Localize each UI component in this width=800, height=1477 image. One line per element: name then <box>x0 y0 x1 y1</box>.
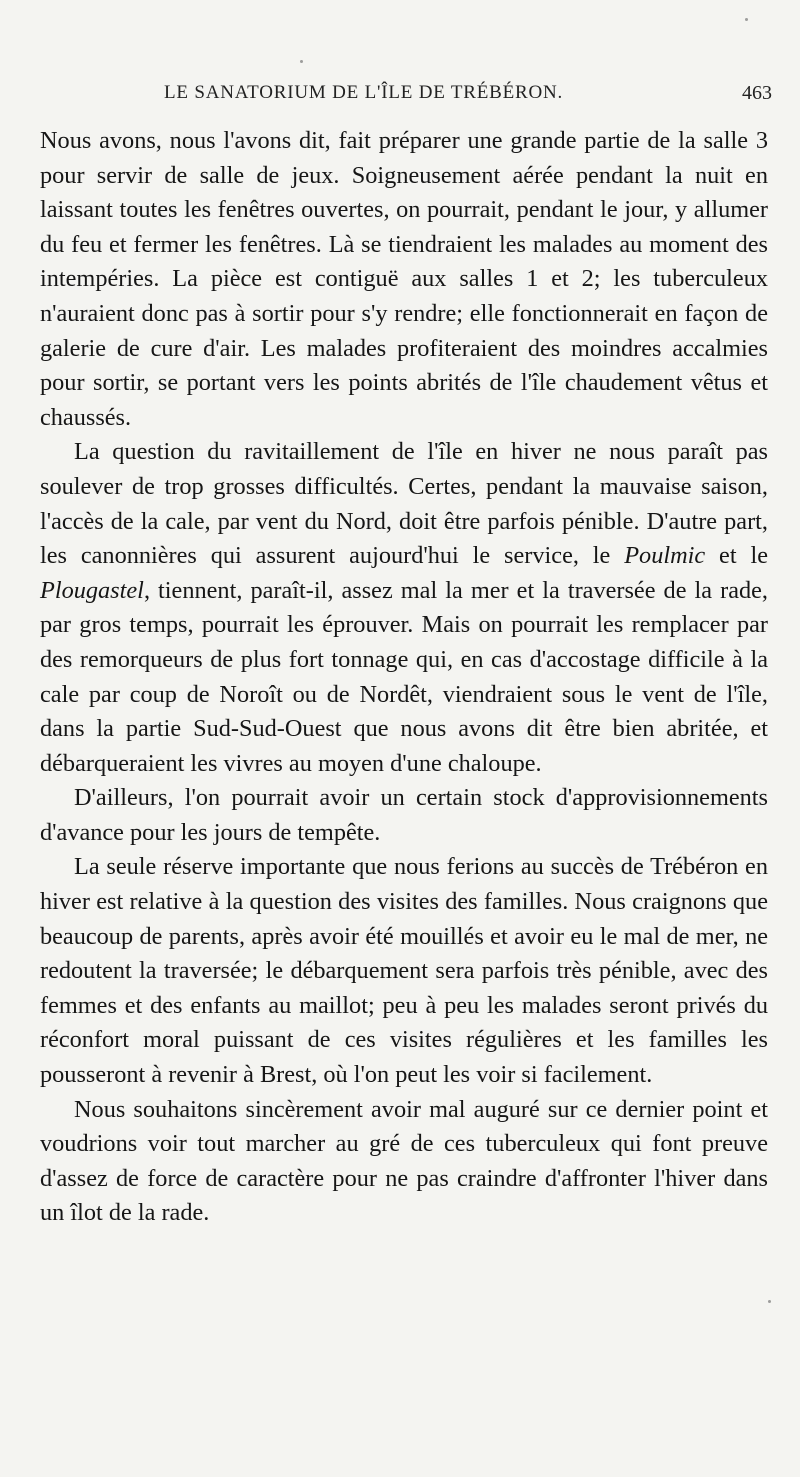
ship-name-poulmic: Poulmic <box>624 542 706 570</box>
print-speck <box>768 1300 771 1303</box>
running-title: LE SANATORIUM DE L'ÎLE DE TRÉBÉRON. <box>164 82 564 103</box>
print-speck <box>745 18 748 21</box>
paragraph-2 <box>40 435 768 781</box>
page-header <box>120 82 772 112</box>
paragraph-2-part-1: La question du ravitaillement de l'île en hiver ne nous paraît pas soulever de trop grosses difficultés. Certes, pendant la mauvaise saison, l'accès de la cale, par vent du Nord, doit être parfois pénible. D'autre part, les canonnières qui assurent aujourd'hui le service, le <box>40 438 768 570</box>
paragraph-2-part-2: et le <box>705 542 768 570</box>
print-speck <box>300 60 303 63</box>
paragraph-4: La seule réserve importante que nous ferions au succès de Trébéron en hiver est relative à la question des visites des familles. Nous craignons que beaucoup de parents, après avoir été mouillés et avoir eu le mal de mer, ne redoutent la traversée; le débarquement sera parfois très pénible, avec des femmes et des enfants au maillot; peu à peu les malades seront privés du réconfort moral puissant de ces visites régulières et les familles les pousseront à revenir à Brest, où l'on peut les voir si facilement. <box>40 853 768 1089</box>
paragraph-1: Nous avons, nous l'avons dit, fait préparer une grande partie de la salle 3 pour servir de salle de jeux. Soigneusement aérée pendant la nuit en laissant toutes les fenêtres ouvertes, on pourrait, pendant le jour, y allumer du feu et fermer les fenêtres. Là se tiendraient les malades au moment des intempéries. La pièce est contiguë aux salles 1 et 2; les tuberculeux n'auraient donc pas à sortir pour s'y rendre; elle fonctionnerait en façon de galerie de cure d'air. Les malades profiteraient des moindres accalmies pour sortir, se portant vers les points abrités de l'île chaudement vêtus et chaussés. <box>40 127 768 431</box>
paragraph-2-part-3: , tiennent, paraît-il, assez mal la mer et la traversée de la rade, par gros temps, pourrait les éprouver. Mais on pourrait les remplacer par des remorqueurs de plus fort tonnage qui, en cas d'accostage difficile à la cale par coup de Noroît ou de Nordêt, viendraient sous le vent de l'île, dans la partie Sud-Sud-Ouest que nous avons dit être bien abritée, et débarqueraient les vivres au moyen d'une chaloupe. <box>40 576 768 777</box>
page-number: 463 <box>742 82 772 104</box>
paragraph-5: Nous souhaitons sincèrement avoir mal auguré sur ce dernier point et voudrions voir tout marcher au gré de ces tuberculeux qui font preuve d'assez de force de caractère pour ne pas craindre d'affronter l'hiver dans un îlot de la rade. <box>40 1095 768 1227</box>
paragraph-3: D'ailleurs, l'on pourrait avoir un certain stock d'approvisionnements d'avance pour les jours de tempête. <box>40 784 768 846</box>
ship-name-plougastel: Plougastel <box>40 576 144 604</box>
body-text <box>40 124 768 1231</box>
